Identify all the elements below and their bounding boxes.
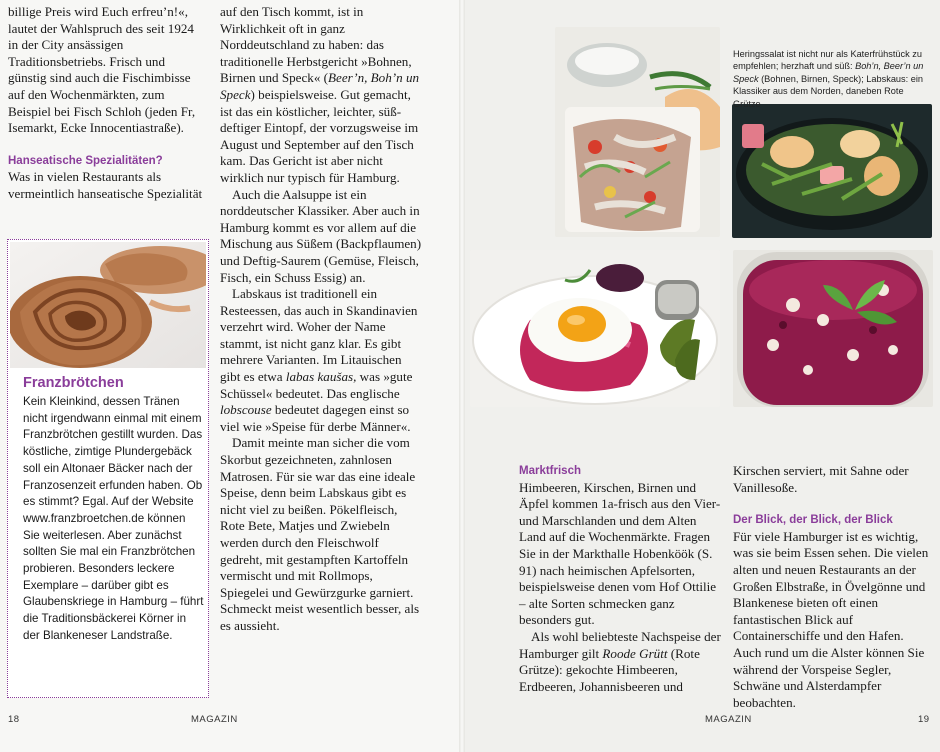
box-paragraph: Kein Kleinkind, dessen Tränen nicht irgendwann einmal mit einem Franzbrötchen gestillt wurden. Das köstliche, zimtige Plundergebäck soll ein Altonaer Bäcker nach der Franzosenzeit erfunden haben. Ob es stimmt? Egal. Auf der Website www.franzbroetchen.de können Sie weiterlesen. Aber zunächst sollten Sie mal ein Franzbrötchen probieren. Besonders leckere Exemplare – darüber gibt es Glaubenskriege in Hamburg – führt die Traditionsbäckerei Körner in der Blankeneser Landstraße.	[23, 395, 204, 642]
italic-run: Beer’n, Boh’n un Speck	[220, 70, 420, 102]
bohnen-birnen-speck-photo	[732, 104, 932, 238]
text-run: ) beispielsweise. Gut gemacht, ist das ein köstlicher, leichter, süß-deftiger Eintopf, der vorzugsweise im August und September auf den Tisch kam. Das Gericht ist aber nicht wirklich nur typisch für Hamburg.	[220, 86, 419, 185]
text-run: Heringssalat ist nicht nur als Katerfrühstück zu empfehlen; herzhaft und süß:	[733, 49, 922, 72]
section-heading: Marktfrisch	[519, 465, 581, 477]
rote-gruetze-photo	[733, 250, 933, 407]
paragraph	[220, 286, 423, 435]
text-run: auf den Tisch kommt, ist in Wirklichkeit oft in ganz Norddeutschland zu haben: das traditionelle Herbstgericht »Bohnen, Birnen und Speck« (	[220, 4, 412, 86]
paragraph: billige Preis wird Euch erfreu’n!«, lautet der Wahlspruch des seit 1924 in der City ansässigen Traditionsbetriebs. Frisch und günstig sind auch die Fischimbisse auf den Wochenmärkten, zum Beispiel bei Fisch Schloh (jeden Fr, Isemarkt, Ecke Innocentiastraße).	[8, 4, 196, 136]
italic-run: Boh’n, Beer’n un Speck	[733, 61, 924, 84]
book-gutter	[459, 0, 465, 752]
text-run: bedeutet dagegen einst so viel wie »Speise für derbe Männer«.	[220, 402, 411, 434]
paragraph: Auch die Aalsuppe ist ein norddeutscher Klassiker. Aber auch in Hamburg kommt es vor allem auf die Mischung aus Süßem (Backpflaumen) und Deftig-Saurem (Gemüse, Fleisch, Fisch, ein Schuss Essig) an.	[220, 186, 422, 285]
labskaus-photo	[470, 250, 720, 407]
text-run: Als wohl beliebteste Nachspeise der Hamburger gilt	[519, 628, 721, 661]
paragraph: Damit meinte man sicher die vom Skorbut gezeichneten, zahnlosen Matrosen. Für sie war das eine ideale Speise, denn beim Labskaus gibt es nicht viel zu beißen. Pökelfleisch, Rote Bete, Matjes und Zwiebeln werden durch den Fleischwolf gedreht, mit gestampften Kartoffeln vermischt und mit Rollmops, Spiegelei und Gewürzgurke garniert. Schmeckt meist wesentlich besser, als es aussieht.	[220, 435, 420, 633]
box-title: Franzbrötchen	[23, 375, 124, 391]
page-number-right: 19	[918, 714, 930, 725]
page-number-left: 18	[8, 714, 20, 725]
paragraph: Kirschen serviert, mit Sahne oder Vanillesoße.	[733, 463, 909, 495]
right-column-2	[733, 463, 933, 711]
text-run: (Rote Grütze): gekochte Himbeeren, Erdbeeren, Johannisbeeren und	[519, 645, 700, 694]
italic-run: Roode Grütt	[602, 645, 668, 661]
left-column-1	[8, 4, 204, 203]
running-head-left: MAGAZIN	[191, 714, 238, 725]
italic-run: labas kaušas,	[285, 369, 357, 385]
running-head-right: MAGAZIN	[705, 714, 752, 725]
photo-caption	[733, 48, 933, 110]
heringssalat-photo	[555, 27, 720, 237]
right-column-1	[519, 463, 722, 695]
franzbroetchen-box	[7, 239, 209, 698]
paragraph: Himbeeren, Kirschen, Birnen und Äpfel kommen 1a-frisch aus den Vier- und Marschlanden und dem Alten Land auf die Wochenmärkte. Fragen Sie in der Markthalle Hobenköök (S. 91) nach heimischen Apfelsorten, beispielsweise denen vom Hof Ottilie – alte Sorten schmecken ganz besonders gut.	[519, 479, 721, 628]
paragraph: Für viele Hamburger ist es wichtig, was sie beim Essen sehen. Die vielen alten und neuen Restaurants an der Großen Elbstraße, in Övelgönne und Blankenese bieten oft einen fantastischen Blick auf Containerschiffe und den Hafen. Auch rund um die Alster können Sie während der Vorspeise Segler, Schwäne und Alsterdampfer beobachten.	[733, 528, 929, 710]
section-heading: Der Blick, der Blick, der Blick	[733, 514, 893, 527]
franzbroetchen-photo	[10, 242, 206, 368]
paragraph	[519, 629, 722, 695]
text-run: (Bohnen, Birnen, Speck); Labskaus: ein Klassiker aus dem Norden, daneben Rote Grütze	[733, 73, 923, 109]
paragraph: Was in vielen Restaurants als vermeintlich hanseatische Spezialität	[8, 169, 203, 201]
text-run: Labskaus ist traditionell ein Resteessen, das auch in Skandinavien verzehrt wird. Woher der Name stammt, ist nicht ganz klar. Es gibt mehrere Varianten. Im Litauischen gibt es etwa	[220, 286, 418, 385]
section-heading: Hanseatische Spezialitäten?	[8, 154, 163, 167]
box-text	[23, 394, 205, 645]
italic-run: lobscouse	[220, 402, 272, 418]
paragraph	[220, 4, 423, 187]
caption-text	[733, 48, 933, 110]
text-run: was »gute Schüssel« bedeutet. Das englische	[220, 369, 413, 401]
left-column-2	[220, 4, 423, 635]
